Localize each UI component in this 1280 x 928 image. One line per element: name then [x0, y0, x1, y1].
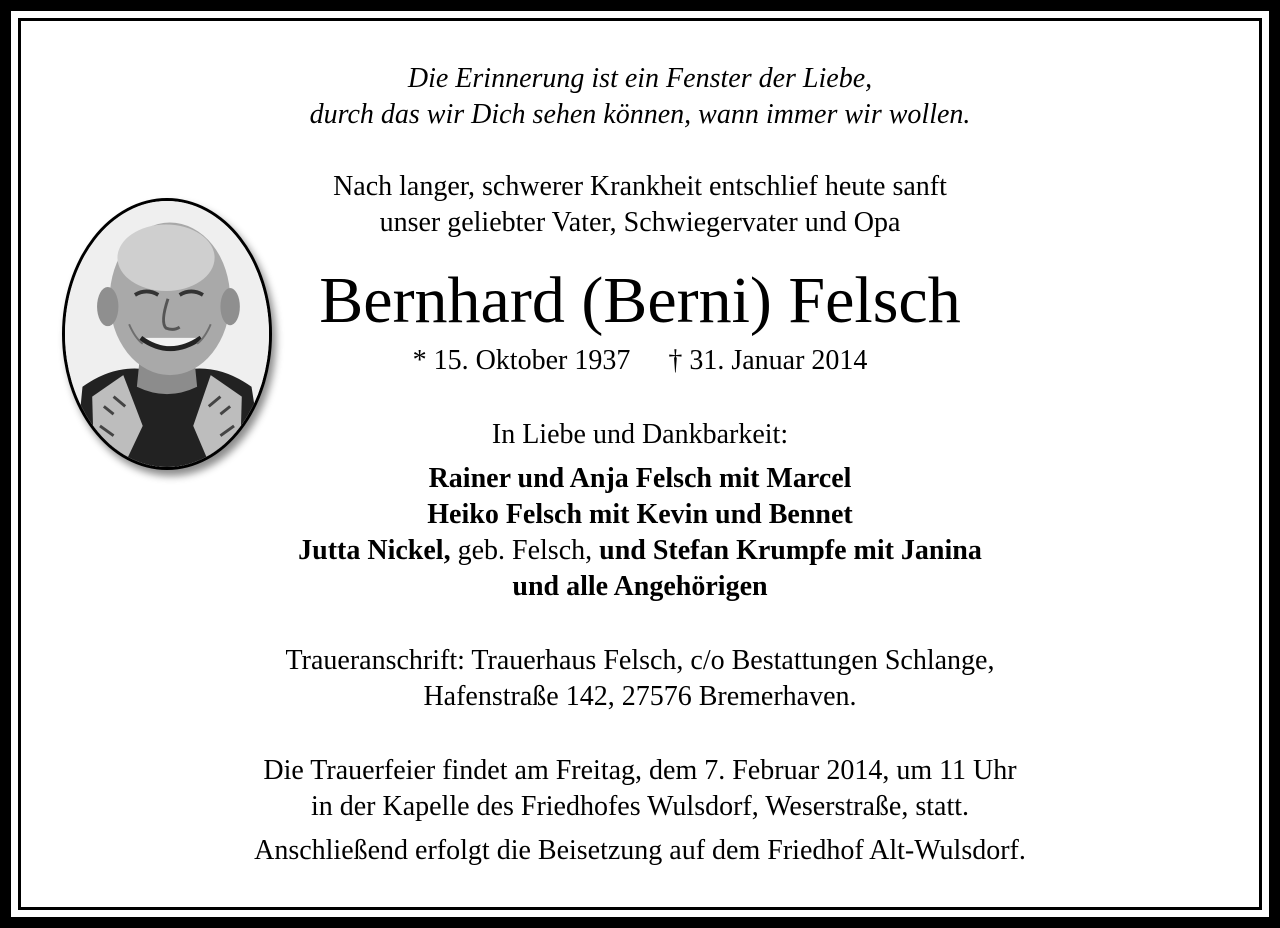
service-line-3: Anschließend erfolgt die Beisetzung auf dem Friedhof Alt-Wulsdorf.: [254, 835, 1026, 866]
service-line-2: in der Kapelle des Friedhofes Wulsdorf, Weserstraße, statt.: [310, 791, 970, 822]
quote-line-1: Die Erinnerung ist ein Fenster der Liebe,: [407, 63, 873, 94]
mourner-line-3: [0, 534, 1280, 568]
death-date: † 31. Januar 2014: [668, 345, 868, 376]
mourner-line-3-rest: und Stefan Krumpfe mit Janina: [599, 535, 982, 566]
mourner-line-3-maiden: geb. Felsch,: [450, 535, 600, 566]
address-line-1: Traueranschrift: Trauerhaus Felsch, c/o Bestattungen Schlange,: [285, 645, 995, 676]
quote-line-2: durch das wir Dich sehen können, wann immer wir wollen.: [309, 99, 971, 130]
intro-line-2: unser geliebter Vater, Schwiegervater und Opa: [379, 207, 901, 238]
mourner-line-2: Heiko Felsch mit Kevin und Bennet: [427, 499, 853, 530]
mourner-line-4: und alle Angehörigen: [512, 571, 768, 602]
intro-line-1: Nach langer, schwerer Krankheit entschlief heute sanft: [333, 171, 947, 202]
mourner-line-1: Rainer und Anja Felsch mit Marcel: [428, 463, 852, 494]
service-line-1: Die Trauerfeier findet am Freitag, dem 7. Februar 2014, um 11 Uhr: [263, 755, 1017, 786]
mourner-line-3-name: Jutta Nickel,: [298, 535, 451, 566]
birth-date: * 15. Oktober 1937: [412, 345, 631, 376]
deceased-name: Bernhard (Berni) Felsch: [319, 264, 961, 337]
address-line-2: Hafenstraße 142, 27576 Bremerhaven.: [423, 681, 857, 712]
life-dates: [280, 344, 1000, 378]
mourners-heading: In Liebe und Dankbarkeit:: [491, 419, 789, 450]
